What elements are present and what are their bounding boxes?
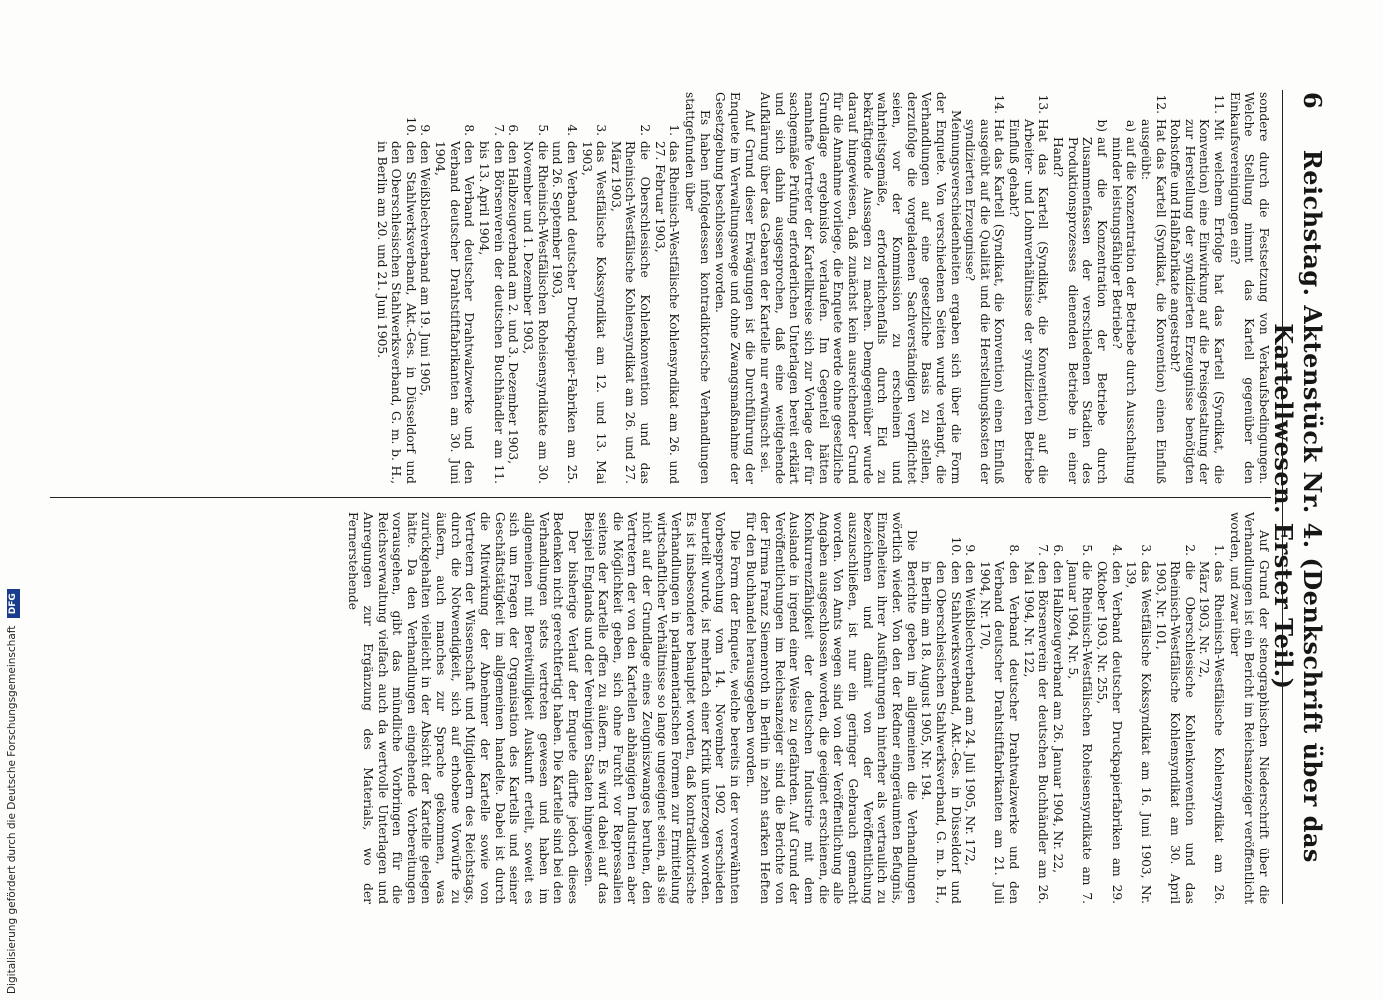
list-item <box>476 92 505 484</box>
list-text: den Weißblechverband am 24. Juli 1905, Nr. 172, <box>963 561 978 866</box>
paragraph: Auf Grund dieser Erwägungen ist die Durchführung der Enquete im Verwaltungswege und ohne Zwangsmaßnahme der Gesetzgebung beschlossen worden. <box>713 92 757 484</box>
list-item <box>1094 512 1123 904</box>
list-number: 2. <box>1182 544 1197 556</box>
list-number: 6. <box>506 124 521 136</box>
list-item <box>520 92 549 484</box>
list-number: 5. <box>1080 544 1095 556</box>
list-item <box>1153 512 1197 904</box>
list-item <box>1124 512 1153 904</box>
list-item <box>418 92 433 484</box>
list-text: die Oberschlesische Kohlenkonvention und das Rheinisch-Westfälische Kohlensyndikat am 26. und 27. März 1903, <box>608 141 653 484</box>
list-item <box>977 512 1021 904</box>
list-item <box>579 92 608 484</box>
page-header <box>1269 92 1327 904</box>
list-number: 7. <box>491 124 506 136</box>
list-item <box>506 92 521 484</box>
list-text: den Stahlwerksverband, Akt.-Ges. in Düsseldorf und den Oberschlesischen Stahlwerksverband, G. m. b. H., in Berlin am 20. und 21. Juni 1905. <box>374 141 418 484</box>
list-item <box>374 92 418 484</box>
list-text: das Westfälische Kokssyndikat am 12. und 13. Mai 1903, <box>579 141 609 484</box>
paragraph: Die Berichte geben im allgemeinen die Verhandlungen wörtlich wieder. Von den der Redner eingeräumten Befugnis, Einzelheiten ihrer Ausführungen hinterher als vertraulich zu bezeichnen und damit von der Veröffentlichung auszuschließen, ist nur ein geringer Gebrauch gemacht worden. Von Amts wegen sind von der Veröffentlichung alle Angaben ausgeschlossen worden, die geeignet erschienen, die Konkurrenzfähigkeit der deutschen Industrie mit dem Auslande in irgend einer Weise zu gefährden. Auf Grund der Veröffentlichungen im Reichsanzeiger sind die Berichte von der Firma Franz Siemenroth in Berlin in zehn starken Heften für den Buchhandel herausgegeben worden. <box>743 512 919 904</box>
list-number: 9. <box>418 124 433 136</box>
list-number: a) <box>1124 119 1139 132</box>
list-number: 7. <box>1036 544 1051 556</box>
list-number: 11. <box>1212 94 1227 114</box>
list-number: 3. <box>1138 544 1153 556</box>
list-text: auf die Konzentration der Betriebe durch Zusammenfassen der verschiedenen Stadien des Produktionsprozesses dienenden Betriebe in einer Hand? <box>1051 137 1109 484</box>
list-text: den Börsenverein der deutschen Buchhändler am 11. bis 13. April 1904, <box>477 141 506 484</box>
list-text: den Verband deutscher Druckpapier-Fabriken am 25. und 26. September 1903, <box>550 141 579 484</box>
list-text: den Weißblechverband am 19. Juni 1905, <box>418 141 433 396</box>
list-number: 8. <box>1007 544 1022 556</box>
list-item <box>963 512 978 904</box>
paragraph: Der bisherige Verlauf der Enquete dürfte jedoch dieses Bedenken nicht gerechtfertigt haben. Die Kartelle sind bei den Verhandlungen stets vertreten gewesen und haben im allgemeinen mit Bereitwilligkeit Auskunft erteilt, soweit es sich um Fragen der Organisation des Kartells und seiner Geschäftstätigkeit im allgemeinen handelte. Dabei ist durch die Mitwirkung der Abnehmer der Kartelle sowie von Vertretern der Wissenschaft und Mitgliedern des Reichstags, durch die Notwendigkeit, sich auf erhobene Vorwürfe zu äußern, auch manches zur Sprache gekommen, was zurückgehalten vielleicht in der Absicht der Kartelle gelegen hätte. Da den Verhandlungen eingehende Vorbereitungen vorausgehen, gibt das mündliche Vorbringen für die Reichsverwaltung vielfach auch da wertvolle Unterlagen und Anregungen zur Ergänzung des Materials, wo der Fernerstehende <box>346 512 580 904</box>
list-text: den Börsenverein der deutschen Buchhändler am 26. Mai 1904, Nr. 122, <box>1021 561 1051 904</box>
list-number: 6. <box>1051 544 1066 556</box>
list-number: 13. <box>1036 94 1051 114</box>
header-rule <box>1282 90 1283 904</box>
list-item <box>652 92 681 484</box>
list-number: 2. <box>638 124 653 136</box>
list-text: das Westfälische Kokssyndikat am 16. Juni 1903, Nr. 139, <box>1124 561 1153 904</box>
running-title: Reichstag. Aktenstück Nr. 4. (Denkschrift über das Kartellwesen. Erster Teil.) <box>1269 149 1327 863</box>
paragraph: Meinungsverschiedenheiten ergaben sich über die Form der Enquete. Von verschiedenen Seiten wurde verlangt, die Verhandlungen auf eine gesetzliche Basis zu stellen, derzufolge die vorgeladenen Sachverständigen verpflichtet seien, vor der Kommission zu erscheinen und wahrheitsgemäße, erforderlichenfalls durch Eid zu bekräftigende Aussagen zu machen. Demgegenüber wurde darauf hingewiesen, daß zunächst kein ausreichender Grund für die Annahme vorliege, die Enquete werde ohne gesetzliche Grundlage ergebnislos verlaufen. Im Gegenteil hätten namhafte Vertreter der Kartellkreise sich zur Vorlage der für sachgemäße Prüfung erforderlichen Unterlagen bereit erklärt und sich dahin ausgesprochen, daß eine weitgehende Aufklärung über das Gebaren der Kartelle nur erwünscht sei. <box>758 92 963 484</box>
list-text: den Verband deutscher Druckpapierfabriken am 29. Oktober 1903, Nr. 255, <box>1094 561 1124 904</box>
list-number: 10. <box>948 536 963 556</box>
page-number: 6 <box>1298 92 1327 109</box>
list-item <box>1109 92 1138 484</box>
list-number: 4. <box>1109 544 1124 556</box>
list-text: Hat das Kartell (Syndikat, die Konvention) auf die Arbeiter- und Lohnverhältnisse der syndizierten Betriebe Einfluß gehabt? <box>1007 119 1051 484</box>
paragraph: Auf Grund der stenographischen Niederschrift über die Verhandlungen ist ein Bericht im Reichsanzeiger veröffentlicht worden, und zwar über <box>1227 512 1271 904</box>
list-number: 10. <box>403 116 418 136</box>
list-text: Mit welchem Erfolge hat das Kartell (Syndikat, die Konvention) eine Einwirkung auf die Preisgestaltung der zur Herstellung der syndizierten Erzeugnisse benötigten Rohstoffe und Halbfabrikate angestrebt? <box>1168 119 1227 484</box>
list-text: den Halbzeugverband am 2. und 3. Dezember 1903, <box>506 141 521 464</box>
paragraph: Die Form der Enquete, welche bereits in der vorerwähnten Vorbesprechung vom 14. November 1902 verschieden beurteilt wurde, ist mehrfach einer Kritik unterzogen worden. Es ist insbesondere behauptet worden, daß kontradiktorische Verhandlungen in parlamentarischen Formen zur Ermittelung wirtschaftlicher Verhältnisse so lange ungeeignet seien, als sie nicht auf der Grundlage eines Zeugniszwanges beruhen, den Vertretern der von den Kartellen abhängigen Industrien aber die Möglichkeit geben, sich ohne Furcht vor Repressalien seitens der Kartelle offen zu äußern. Es wird dabei auf das Beispiel Englands und der Vereinigten Staaten hingewiesen. <box>581 512 742 904</box>
list-item <box>1138 92 1167 484</box>
list-item <box>1006 92 1050 484</box>
list-text: die Rheinisch-Westfälischen Roheisensyndikate am 7. Januar 1904, Nr. 5, <box>1065 561 1095 904</box>
list-text: auf die Konzentration der Betriebe durch Ausschaltung minder leistungsfähiger Betriebe? <box>1109 137 1139 484</box>
list-number: 1. <box>1212 544 1227 556</box>
list-item <box>608 92 652 484</box>
digitization-credit <box>6 4 22 994</box>
list-number: 14. <box>992 94 1007 114</box>
list-text: den Verband deutscher Drahtwalzwerke und den Verband deutscher Drahtstiftfabrikanten am 21. Juli 1904, Nr. 170, <box>977 561 1022 904</box>
list-text: die Oberschlesische Kohlenkonvention und das Rheinisch-Westfälische Kohlensyndikat am 30. April 1903, Nr. 101, <box>1153 561 1197 904</box>
list-text: Hat das Kartell (Syndikat, die Konvention) einen Einfluß ausgeübt auf die Qualität und die Herstellungskosten der syndizierten Erzeugnisse? <box>963 119 1007 484</box>
list-item <box>1197 512 1226 904</box>
list-number: 5. <box>535 124 550 136</box>
list-number: 4. <box>564 124 579 136</box>
list-number: 9. <box>963 544 978 556</box>
list-item <box>1050 92 1109 484</box>
list-text: das Rheinisch-Westfälische Kohlensyndikat am 26. und 27. Februar 1903, <box>652 141 682 484</box>
list-item <box>919 512 963 904</box>
list-item <box>963 92 1007 484</box>
list-text: Hat das Kartell (Syndikat, die Konvention) einen Einfluß ausgeübt: <box>1138 119 1168 484</box>
list-item <box>1021 512 1050 904</box>
list-number: 12. <box>1153 94 1168 114</box>
list-item <box>1050 512 1065 904</box>
list-number: 8. <box>462 124 477 136</box>
list-item <box>1168 92 1227 484</box>
list-number: 1. <box>667 124 682 136</box>
list-text: den Stahlwerksverband, Akt.-Ges. in Düsseldorf und den Oberschlesischen Stahlwerksverband, G. m. b. H., in Berlin am 18. August 1905, Nr. 194. <box>919 561 963 904</box>
list-number: b) <box>1094 119 1109 132</box>
list-text: den Verband deutscher Drahtwalzwerke und den Verband deutscher Drahtstiftfabrikanten am 30. Juni 1904, <box>433 141 477 484</box>
list-item <box>550 92 579 484</box>
right-column <box>345 512 1271 904</box>
dfg-logo: DFG <box>7 589 20 618</box>
credit-text: Digitalisierung gefördert durch die Deutsche Forschungsgemeinschaft <box>6 625 18 994</box>
list-text: das Rheinisch-Westfälische Kohlensyndikat am 26. März 1903, Nr. 72, <box>1197 561 1227 904</box>
left-column <box>374 92 1271 484</box>
list-text: die Rheinisch-Westfälischen Roheisensyndikate am 30. November und 1. Dezember 1903, <box>520 141 550 484</box>
paragraph: sondere durch die Festsetzung von Verkaufsbedingungen. Welche Stellung nimmt das Kartell gegenüber den Einkaufsvereinigungen ein? <box>1227 92 1271 484</box>
column-divider <box>50 497 1271 498</box>
list-number: 3. <box>594 124 609 136</box>
list-text: den Halbzeugverband am 26. Januar 1904, Nr. 22, <box>1051 561 1066 873</box>
list-item <box>1065 512 1094 904</box>
list-item <box>432 92 476 484</box>
paragraph: Es haben infolgedessen kontradiktorische Verhandlungen stattgefunden über <box>683 92 712 484</box>
